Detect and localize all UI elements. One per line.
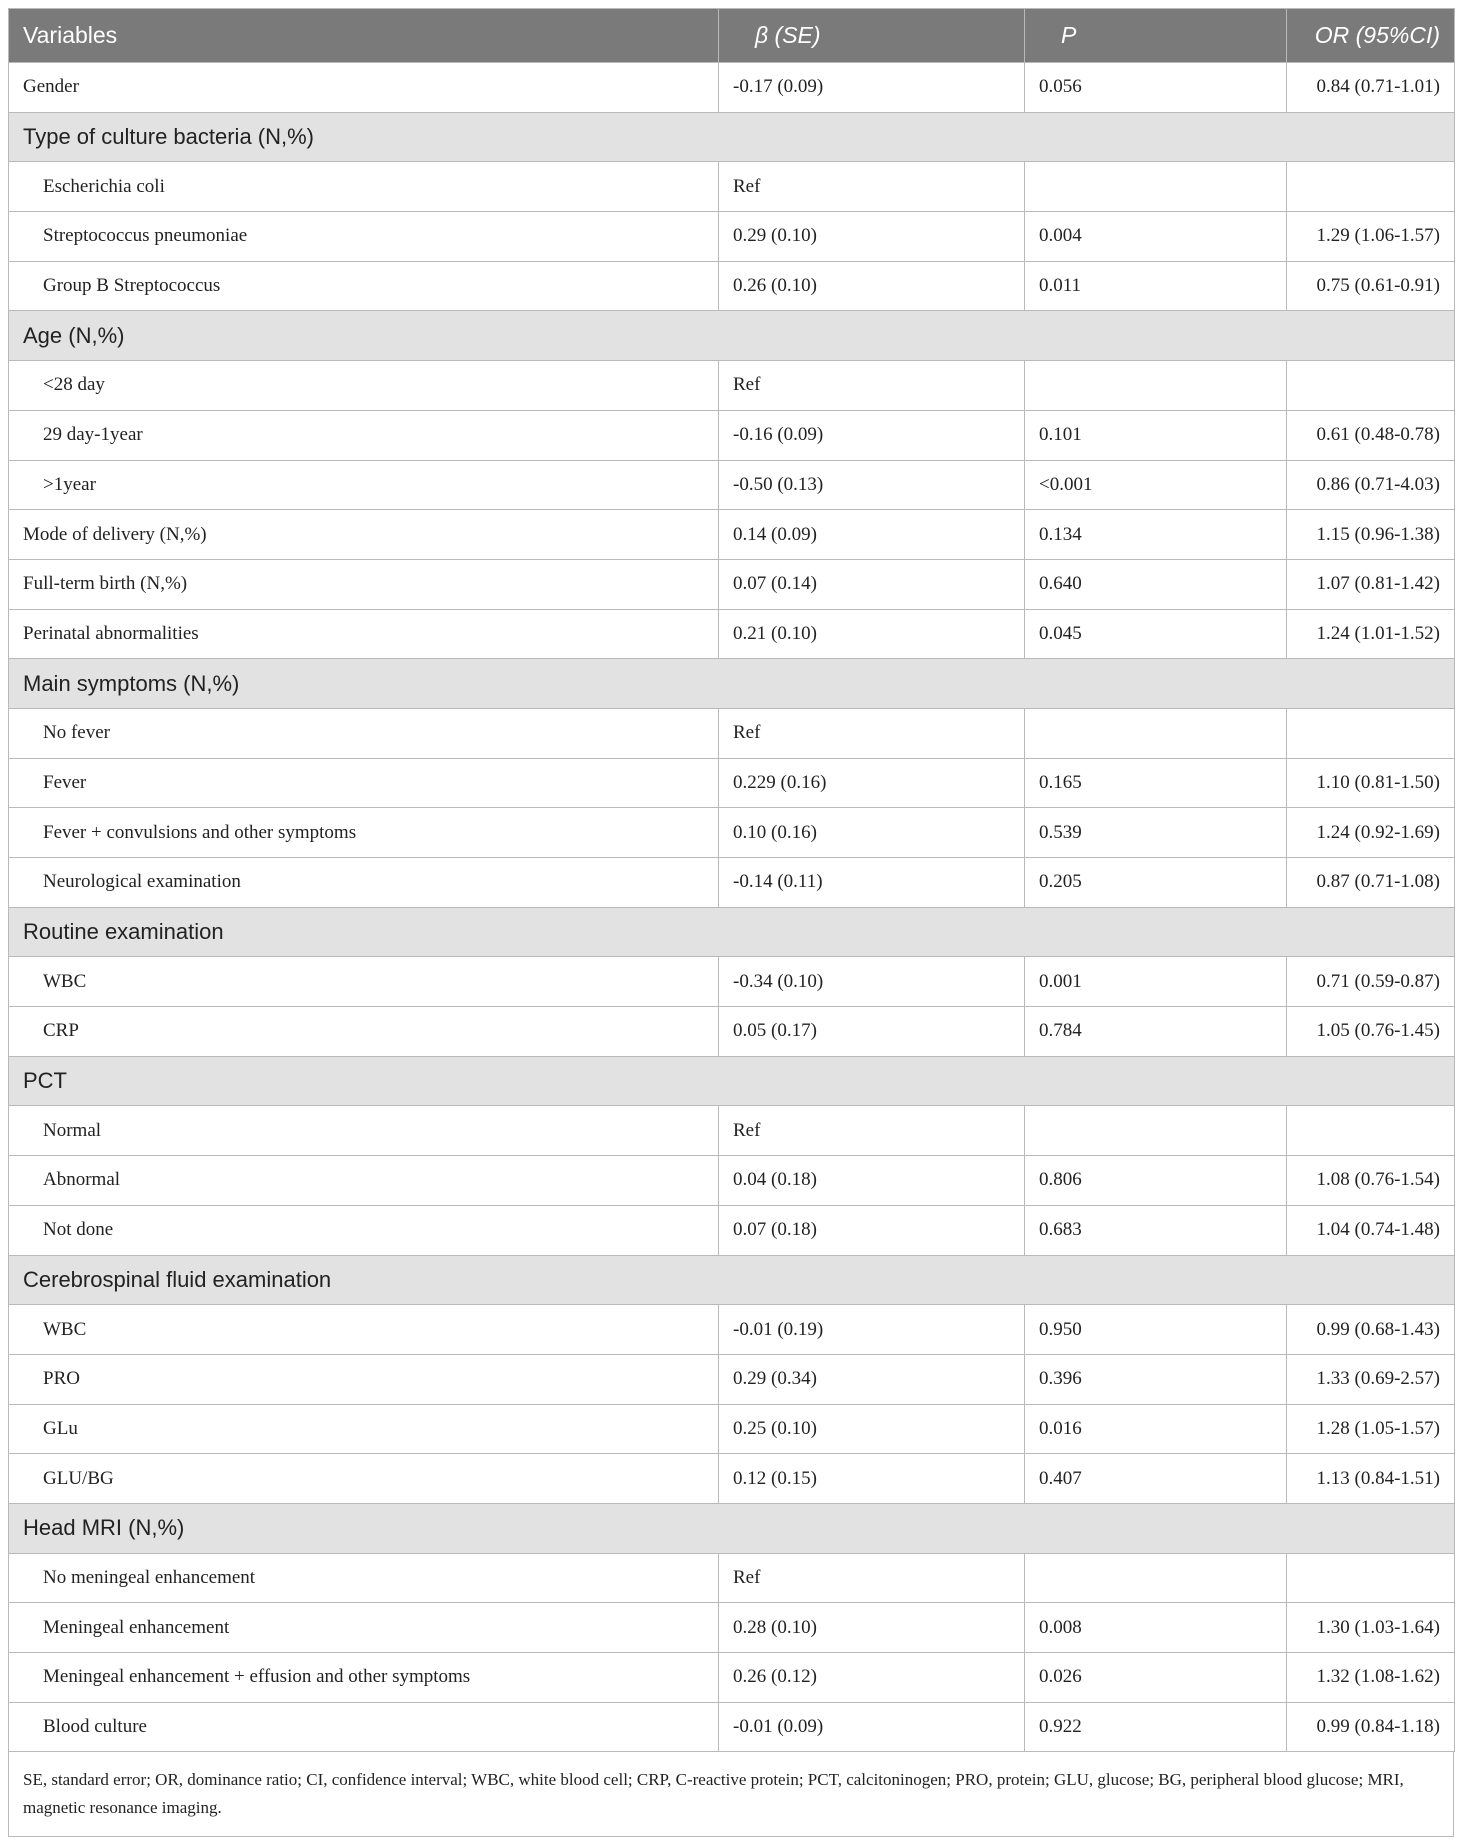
or-ci-cell: 1.08 (0.76-1.54) xyxy=(1287,1156,1455,1206)
variable-cell: Meningeal enhancement xyxy=(9,1603,719,1653)
p-value-cell: 0.922 xyxy=(1025,1702,1287,1752)
or-ci-cell: 0.75 (0.61-0.91) xyxy=(1287,261,1455,311)
p-value-cell: 0.539 xyxy=(1025,808,1287,858)
table-body xyxy=(9,63,1455,1752)
category-label: Routine examination xyxy=(9,907,1455,957)
variable-cell: Perinatal abnormalities xyxy=(9,609,719,659)
variable-cell: Not done xyxy=(9,1205,719,1255)
table-row xyxy=(9,957,1455,1007)
or-ci-cell: 1.24 (1.01-1.52) xyxy=(1287,609,1455,659)
beta-se-cell: 0.28 (0.10) xyxy=(719,1603,1025,1653)
category-label: PCT xyxy=(9,1056,1455,1106)
or-ci-cell xyxy=(1287,708,1455,758)
category-label: Main symptoms (N,%) xyxy=(9,659,1455,709)
variable-cell: Streptococcus pneumoniae xyxy=(9,212,719,262)
or-ci-cell: 1.28 (1.05-1.57) xyxy=(1287,1404,1455,1454)
beta-se-cell: -0.50 (0.13) xyxy=(719,460,1025,510)
header-variables: Variables xyxy=(9,9,719,63)
category-row xyxy=(9,112,1455,162)
table-row xyxy=(9,460,1455,510)
beta-se-cell: 0.29 (0.10) xyxy=(719,212,1025,262)
category-row xyxy=(9,1056,1455,1106)
variable-cell: Fever + convulsions and other symptoms xyxy=(9,808,719,858)
table-row xyxy=(9,510,1455,560)
category-row xyxy=(9,659,1455,709)
or-ci-cell: 1.33 (0.69-2.57) xyxy=(1287,1354,1455,1404)
beta-se-cell: 0.07 (0.18) xyxy=(719,1205,1025,1255)
beta-se-cell: 0.07 (0.14) xyxy=(719,559,1025,609)
table-row xyxy=(9,63,1455,113)
table-row xyxy=(9,808,1455,858)
beta-se-cell: -0.01 (0.19) xyxy=(719,1305,1025,1355)
variable-cell: PRO xyxy=(9,1354,719,1404)
p-value-cell: 0.396 xyxy=(1025,1354,1287,1404)
variable-cell: >1year xyxy=(9,460,719,510)
variable-cell: 29 day-1year xyxy=(9,410,719,460)
variable-cell: Gender xyxy=(9,63,719,113)
beta-se-cell: -0.34 (0.10) xyxy=(719,957,1025,1007)
category-label: Cerebrospinal fluid examination xyxy=(9,1255,1455,1305)
table-row xyxy=(9,1205,1455,1255)
p-value-cell: 0.165 xyxy=(1025,758,1287,808)
variable-cell: No fever xyxy=(9,708,719,758)
variable-cell: CRP xyxy=(9,1007,719,1057)
p-value-cell: 0.001 xyxy=(1025,957,1287,1007)
p-value-cell: 0.205 xyxy=(1025,858,1287,908)
variable-cell: GLu xyxy=(9,1404,719,1454)
header-p-value: P xyxy=(1025,9,1287,63)
beta-se-cell: 0.14 (0.09) xyxy=(719,510,1025,560)
p-value-cell: 0.101 xyxy=(1025,410,1287,460)
header-or-ci: OR (95%CI) xyxy=(1287,9,1455,63)
table-row xyxy=(9,212,1455,262)
or-ci-cell: 1.30 (1.03-1.64) xyxy=(1287,1603,1455,1653)
or-ci-cell: 1.29 (1.06-1.57) xyxy=(1287,212,1455,262)
category-label: Type of culture bacteria (N,%) xyxy=(9,112,1455,162)
category-row xyxy=(9,1255,1455,1305)
category-row xyxy=(9,1503,1455,1553)
beta-se-cell: 0.229 (0.16) xyxy=(719,758,1025,808)
variable-cell: WBC xyxy=(9,1305,719,1355)
variable-cell: WBC xyxy=(9,957,719,1007)
beta-se-cell: -0.17 (0.09) xyxy=(719,63,1025,113)
p-value-cell: 0.026 xyxy=(1025,1653,1287,1703)
p-value-cell: 0.640 xyxy=(1025,559,1287,609)
or-ci-cell: 1.13 (0.84-1.51) xyxy=(1287,1454,1455,1504)
beta-se-cell: 0.26 (0.12) xyxy=(719,1653,1025,1703)
p-value-cell: 0.045 xyxy=(1025,609,1287,659)
or-ci-cell: 1.24 (0.92-1.69) xyxy=(1287,808,1455,858)
beta-se-cell: 0.05 (0.17) xyxy=(719,1007,1025,1057)
p-value-cell: 0.683 xyxy=(1025,1205,1287,1255)
p-value-cell: 0.806 xyxy=(1025,1156,1287,1206)
or-ci-cell: 0.84 (0.71-1.01) xyxy=(1287,63,1455,113)
p-value-cell: 0.407 xyxy=(1025,1454,1287,1504)
category-row xyxy=(9,311,1455,361)
beta-se-cell: 0.12 (0.15) xyxy=(719,1454,1025,1504)
p-value-cell xyxy=(1025,162,1287,212)
p-value-cell xyxy=(1025,361,1287,411)
beta-se-cell: Ref xyxy=(719,1553,1025,1603)
variable-cell: Meningeal enhancement + effusion and other symptoms xyxy=(9,1653,719,1703)
table-row xyxy=(9,1404,1455,1454)
table-row xyxy=(9,1603,1455,1653)
table-row xyxy=(9,361,1455,411)
or-ci-cell: 1.10 (0.81-1.50) xyxy=(1287,758,1455,808)
p-value-cell: 0.011 xyxy=(1025,261,1287,311)
results-table-container xyxy=(8,8,1454,1837)
p-value-cell: 0.784 xyxy=(1025,1007,1287,1057)
table-row xyxy=(9,410,1455,460)
variable-cell: GLU/BG xyxy=(9,1454,719,1504)
variable-cell: Normal xyxy=(9,1106,719,1156)
or-ci-cell: 0.86 (0.71-4.03) xyxy=(1287,460,1455,510)
or-ci-cell: 1.15 (0.96-1.38) xyxy=(1287,510,1455,560)
category-row xyxy=(9,907,1455,957)
table-row xyxy=(9,261,1455,311)
variable-cell: Abnormal xyxy=(9,1156,719,1206)
table-row xyxy=(9,1553,1455,1603)
beta-se-cell: 0.10 (0.16) xyxy=(719,808,1025,858)
beta-se-cell: 0.21 (0.10) xyxy=(719,609,1025,659)
variable-cell: Fever xyxy=(9,758,719,808)
or-ci-cell xyxy=(1287,361,1455,411)
or-ci-cell: 1.32 (1.08-1.62) xyxy=(1287,1653,1455,1703)
table-row xyxy=(9,1653,1455,1703)
or-ci-cell: 1.04 (0.74-1.48) xyxy=(1287,1205,1455,1255)
beta-se-cell: 0.04 (0.18) xyxy=(719,1156,1025,1206)
category-label: Age (N,%) xyxy=(9,311,1455,361)
variable-cell: Mode of delivery (N,%) xyxy=(9,510,719,560)
or-ci-cell: 1.07 (0.81-1.42) xyxy=(1287,559,1455,609)
variable-cell: Blood culture xyxy=(9,1702,719,1752)
variable-cell: Group B Streptococcus xyxy=(9,261,719,311)
or-ci-cell: 0.99 (0.84-1.18) xyxy=(1287,1702,1455,1752)
or-ci-cell: 1.05 (0.76-1.45) xyxy=(1287,1007,1455,1057)
p-value-cell: 0.008 xyxy=(1025,1603,1287,1653)
beta-se-cell: 0.29 (0.34) xyxy=(719,1354,1025,1404)
or-ci-cell xyxy=(1287,1553,1455,1603)
table-row xyxy=(9,609,1455,659)
header-beta-se: β (SE) xyxy=(719,9,1025,63)
or-ci-cell xyxy=(1287,1106,1455,1156)
table-row xyxy=(9,1007,1455,1057)
table-row xyxy=(9,1305,1455,1355)
table-row xyxy=(9,1156,1455,1206)
variable-cell: No meningeal enhancement xyxy=(9,1553,719,1603)
variable-cell: Escherichia coli xyxy=(9,162,719,212)
p-value-cell xyxy=(1025,1106,1287,1156)
beta-se-cell: 0.25 (0.10) xyxy=(719,1404,1025,1454)
beta-se-cell: -0.01 (0.09) xyxy=(719,1702,1025,1752)
variable-cell: <28 day xyxy=(9,361,719,411)
table-row xyxy=(9,858,1455,908)
variable-cell: Full-term birth (N,%) xyxy=(9,559,719,609)
table-footnote: SE, standard error; OR, dominance ratio; CI, confidence interval; WBC, white blood cell; CRP, C-reactive protein; PCT, calcitoninogen; PRO, protein; GLU, glucose; BG, peripheral blood glucose; MRI, magnetic resonance imaging. xyxy=(8,1752,1454,1837)
or-ci-cell xyxy=(1287,162,1455,212)
table-header-row xyxy=(9,9,1455,63)
beta-se-cell: 0.26 (0.10) xyxy=(719,261,1025,311)
table-row xyxy=(9,758,1455,808)
p-value-cell: <0.001 xyxy=(1025,460,1287,510)
or-ci-cell: 0.87 (0.71-1.08) xyxy=(1287,858,1455,908)
table-row xyxy=(9,1702,1455,1752)
p-value-cell: 0.004 xyxy=(1025,212,1287,262)
or-ci-cell: 0.99 (0.68-1.43) xyxy=(1287,1305,1455,1355)
p-value-cell: 0.950 xyxy=(1025,1305,1287,1355)
beta-se-cell: -0.14 (0.11) xyxy=(719,858,1025,908)
table-row xyxy=(9,1354,1455,1404)
table-row xyxy=(9,1454,1455,1504)
regression-table xyxy=(8,8,1455,1752)
table-row xyxy=(9,1106,1455,1156)
or-ci-cell: 0.71 (0.59-0.87) xyxy=(1287,957,1455,1007)
beta-se-cell: Ref xyxy=(719,1106,1025,1156)
category-label: Head MRI (N,%) xyxy=(9,1503,1455,1553)
p-value-cell xyxy=(1025,1553,1287,1603)
table-row xyxy=(9,559,1455,609)
p-value-cell: 0.016 xyxy=(1025,1404,1287,1454)
table-row xyxy=(9,162,1455,212)
p-value-cell: 0.056 xyxy=(1025,63,1287,113)
variable-cell: Neurological examination xyxy=(9,858,719,908)
table-row xyxy=(9,708,1455,758)
p-value-cell: 0.134 xyxy=(1025,510,1287,560)
or-ci-cell: 0.61 (0.48-0.78) xyxy=(1287,410,1455,460)
p-value-cell xyxy=(1025,708,1287,758)
beta-se-cell: Ref xyxy=(719,708,1025,758)
beta-se-cell: Ref xyxy=(719,162,1025,212)
beta-se-cell: Ref xyxy=(719,361,1025,411)
beta-se-cell: -0.16 (0.09) xyxy=(719,410,1025,460)
